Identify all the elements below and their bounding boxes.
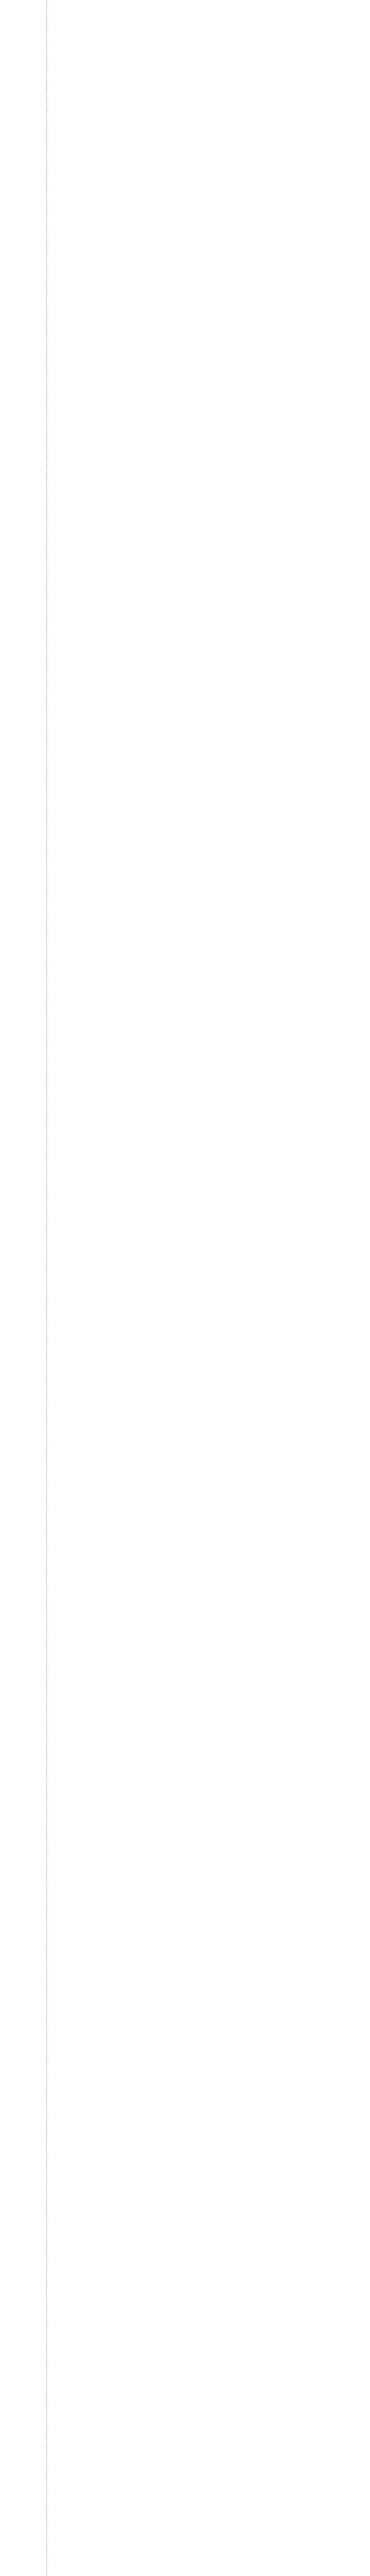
binding-margin [0,0,47,2576]
